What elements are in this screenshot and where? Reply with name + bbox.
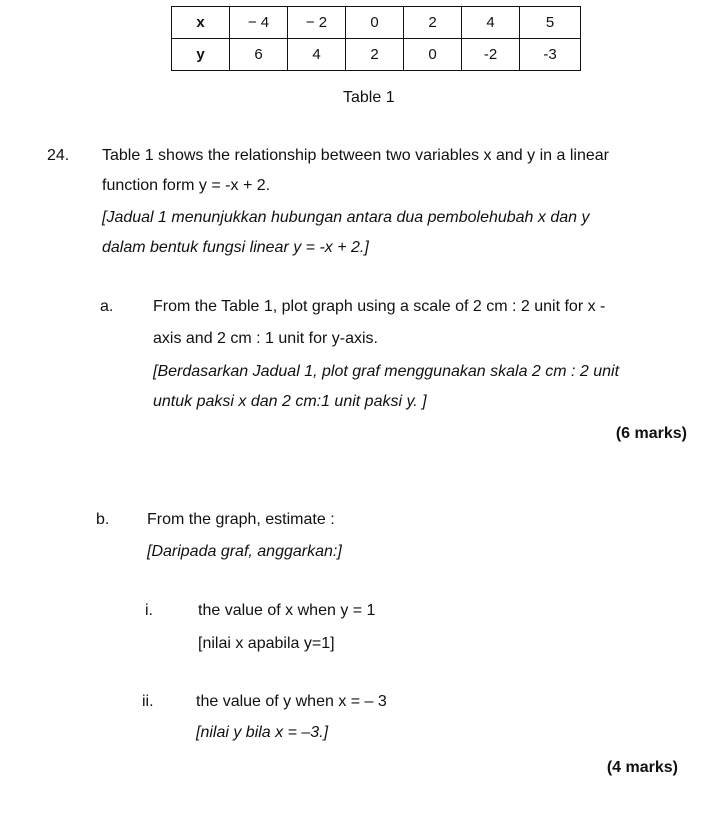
question-stem-malay-line1: [Jadual 1 menunjukkan hubungan antara dua pembolehubah x dan y <box>102 209 590 226</box>
table-cell: 2 <box>404 7 462 39</box>
table-caption: Table 1 <box>343 89 395 106</box>
table-cell: 4 <box>288 39 346 71</box>
part-b-label: b. <box>96 511 110 528</box>
question-stem-malay-line2: dalam bentuk fungsi linear y = -x + 2.] <box>102 239 369 256</box>
table-cell: x <box>172 7 230 39</box>
part-a-line2: axis and 2 cm : 1 unit for y-axis. <box>153 330 378 347</box>
table-cell: 4 <box>462 7 520 39</box>
question-stem-line2: function form y = -x + 2. <box>102 177 271 194</box>
table-cell: 5 <box>520 7 581 39</box>
question-stem-line1: Table 1 shows the relationship between two variables x and y in a linear <box>102 147 609 164</box>
table-row-x <box>172 7 581 39</box>
part-b-malay-line1: [Daripada graf, anggarkan:] <box>147 543 342 560</box>
data-table <box>171 6 581 71</box>
table-cell: 0 <box>404 39 462 71</box>
question-number: 24. <box>47 147 70 164</box>
part-b-line1: From the graph, estimate : <box>147 511 335 528</box>
table-cell: -3 <box>520 39 581 71</box>
sub-i-label: i. <box>145 602 153 619</box>
part-a-label: a. <box>100 298 114 315</box>
sub-i-text: the value of x when y = 1 <box>198 602 376 619</box>
part-a-marks: (6 marks) <box>615 425 687 442</box>
part-a-malay-line1: [Berdasarkan Jadual 1, plot graf menggunakan skala 2 cm : 2 unit <box>153 363 620 380</box>
part-a-malay-line2: untuk paksi x dan 2 cm:1 unit paksi y. ] <box>153 393 427 410</box>
part-a-line1: From the Table 1, plot graph using a scale of 2 cm : 2 unit for x - <box>153 298 606 315</box>
table-cell: y <box>172 39 230 71</box>
sub-ii-label: ii. <box>142 693 154 710</box>
table-cell: -2 <box>462 39 520 71</box>
table-cell: − 4 <box>230 7 288 39</box>
table-row-y <box>172 39 581 71</box>
table-cell: 2 <box>346 39 404 71</box>
sub-ii-malay: [nilai y bila x = –3.] <box>196 724 329 741</box>
table-cell: − 2 <box>288 7 346 39</box>
part-b-marks: (4 marks) <box>606 759 678 776</box>
table-cell: 6 <box>230 39 288 71</box>
table-cell: 0 <box>346 7 404 39</box>
sub-ii-text: the value of y when x = – 3 <box>196 693 387 710</box>
sub-i-malay: [nilai x apabila y=1] <box>198 635 335 652</box>
